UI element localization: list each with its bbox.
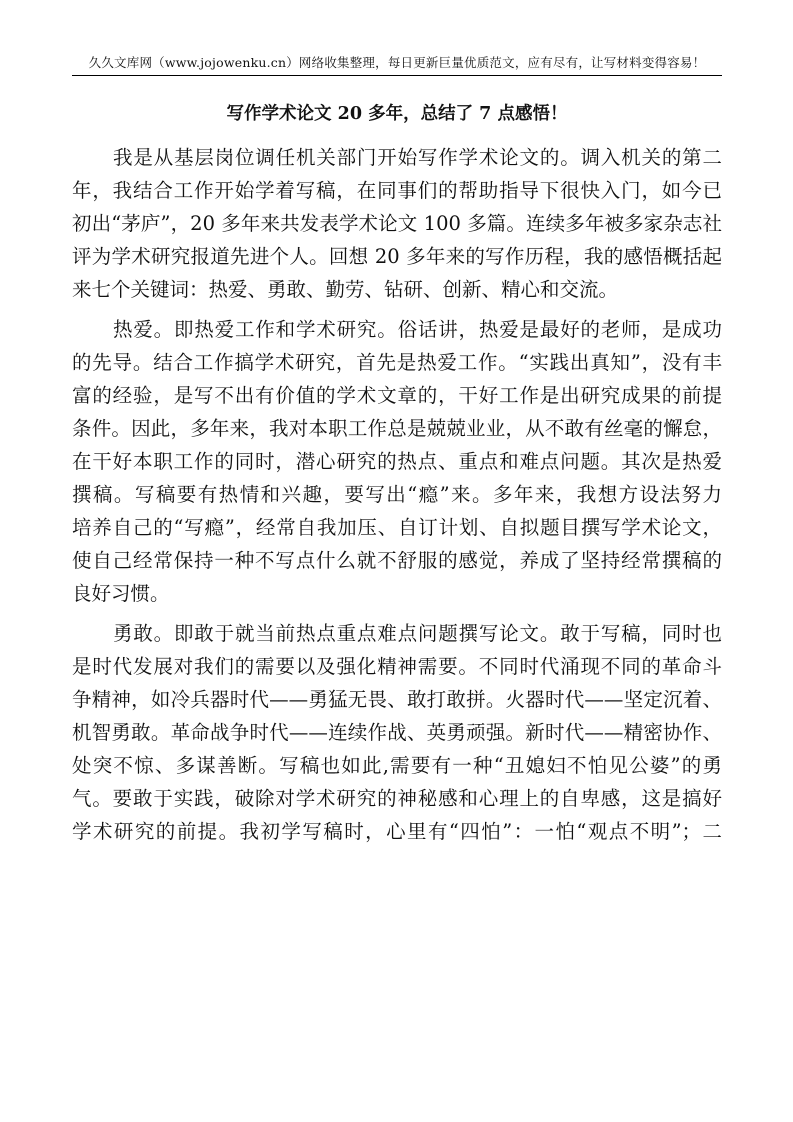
text-line: 我是从基层岗位调任机关部门开始写作学术论文的。调入机关的第二 — [113, 146, 722, 169]
text-line: 的先导。结合工作搞学术研究，首先是热爱工作。“实践出真知”，没有丰 — [72, 351, 722, 374]
text-line: 良好习惯。 — [72, 582, 170, 605]
paragraph — [72, 617, 722, 848]
document-body — [72, 141, 722, 855]
paragraph — [72, 141, 722, 306]
text-line: 使自己经常保持一种不写点什么就不舒服的感觉，养成了坚持经常撰稿的 — [72, 549, 722, 572]
text-line: 来七个关键词：热爱、勇敢、勤劳、钻研、创新、精心和交流。 — [72, 278, 619, 301]
text-line: 机智勇敢。革命战争时代——连续作战、英勇顽强。新时代——精密协作、 — [72, 721, 722, 744]
text-line: 富的经验，是写不出有价值的学术文章的，干好工作是出研究成果的前提 — [72, 384, 722, 407]
text-line: 学术研究的前提。我初学写稿时，心里有“四怕”：一怕“观点不明”；二 — [72, 820, 722, 843]
text-line: 争精神，如冷兵器时代——勇猛无畏、敢打敢拼。火器时代——坚定沉着、 — [72, 688, 722, 711]
text-line: 初出“茅庐”，20 多年来共发表学术论文 100 多篇。连续多年被多家杂志社 — [72, 212, 722, 235]
text-line: 是时代发展对我们的需要以及强化精神需要。不同时代涌现不同的革命斗 — [72, 655, 722, 678]
text-line: 评为学术研究报道先进个人。回想 20 多年来的写作历程，我的感悟概括起 — [72, 245, 722, 268]
header-divider — [72, 75, 722, 76]
text-line: 培养自己的“写瘾”，经常自我加压、自订计划、自拟题目撰写学术论文， — [72, 516, 722, 539]
text-line: 勇敢。即敢于就当前热点重点难点问题撰写论文。敢于写稿，同时也 — [113, 622, 722, 645]
text-line: 处突不惊、多谋善断。写稿也如此,需要有一种“丑媳妇不怕见公婆”的勇 — [72, 754, 722, 777]
page-header: 久久文库网（www.jojowenku.cn）网络收集整理，每日更新巨量优质范文，应有尽有，让写材料变得容易！ — [88, 55, 706, 70]
text-line: 撰稿。写稿要有热情和兴趣，要写出“瘾”来。多年来，我想方设法努力 — [72, 483, 722, 506]
paragraph — [72, 313, 722, 610]
text-line: 条件。因此，多年来，我对本职工作总是兢兢业业，从不敢有丝毫的懈怠， — [72, 417, 722, 440]
text-line: 热爱。即热爱工作和学术研究。俗话讲，热爱是最好的老师，是成功 — [113, 318, 722, 341]
text-line: 在干好本职工作的同时，潜心研究的热点、重点和难点问题。其次是热爱 — [72, 450, 722, 473]
text-line: 年，我结合工作开始学着写稿，在同事们的帮助指导下很快入门，如今已 — [72, 179, 722, 202]
text-line: 气。要敢于实践，破除对学术研究的神秘感和心理上的自卑感，这是搞好 — [72, 787, 722, 810]
document-title: 写作学术论文 20 多年，总结了 7 点感悟！ — [226, 104, 568, 124]
